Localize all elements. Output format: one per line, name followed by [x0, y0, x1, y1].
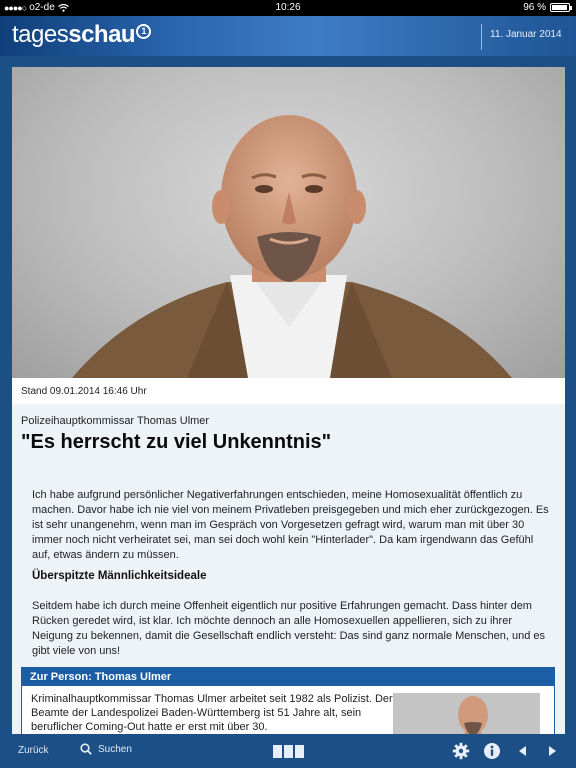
- logo-text-bold: schau: [68, 21, 136, 48]
- page-square: [284, 745, 293, 758]
- header-divider: [481, 24, 482, 50]
- pages-icon[interactable]: [273, 745, 304, 758]
- portrait-thumbnail-image: [393, 693, 540, 734]
- portrait-image: [12, 67, 565, 378]
- page-square: [295, 745, 304, 758]
- signal-strength-icon: ●●●●○: [4, 2, 27, 13]
- clock: 10:26: [275, 2, 301, 13]
- header-date: 11. Januar 2014: [490, 29, 562, 40]
- person-info-text: Kriminalhauptkommissar Thomas Ulmer arbeitet seit 1982 als Polizist. Der Beamte der Landespolizei Baden-Württemberg ist 51 Jahre alt, sein beruflicher Coming-Out hatte er erst mit über 30.: [31, 693, 393, 733]
- battery-percentage: 96 %: [523, 2, 546, 13]
- carrier-name: o2-de: [29, 2, 55, 13]
- article-timestamp: Stand 09.01.2014 16:46 Uhr: [21, 386, 147, 397]
- app-header: [0, 16, 576, 56]
- info-icon[interactable]: [483, 742, 501, 760]
- back-button[interactable]: Zurück: [18, 745, 49, 756]
- ard-logo-icon: 1: [136, 24, 151, 39]
- page-square: [273, 745, 282, 758]
- person-info-box: [21, 667, 555, 734]
- tagesschau-logo[interactable]: [12, 21, 151, 49]
- next-arrow-icon[interactable]: [543, 742, 561, 760]
- search-button[interactable]: [80, 743, 132, 755]
- article-paragraph: Ich habe aufgrund persönlicher Negativerfahrungen entschieden, meine Homosexualität öffentlich zu machen. Davor habe ich nie viel von meinem Privatleben preisgegeben und mich eher zurückgezogen. Es ist sehr unangenehm, wenn man im Gespräch von Vorgesetzen gefragt wird, warum man mit über 30 immer noch nicht verheiratet sei, man sei doch wohl kein "Hinterlader". Da kam irgendwann das Gefühl auf, etwas ändern zu müssen.: [32, 489, 549, 561]
- settings-gear-icon[interactable]: [452, 742, 470, 760]
- person-info-title: Zur Person: Thomas Ulmer: [22, 668, 554, 686]
- article-card: [12, 67, 565, 734]
- status-bar: [0, 0, 576, 16]
- battery-area: [523, 2, 570, 13]
- article-subheading: Überspitzte Männlichkeitsideale: [32, 570, 207, 582]
- battery-icon: [550, 3, 570, 12]
- article-photo[interactable]: [12, 67, 565, 378]
- article-body: [12, 404, 565, 734]
- person-thumbnail[interactable]: [393, 693, 540, 734]
- previous-arrow-icon[interactable]: [514, 742, 532, 760]
- logo-text-regular: tages: [12, 21, 69, 48]
- article-paragraph: Seitdem habe ich durch meine Offenheit eigentlich nur positive Erfahrungen gemacht. Dass hinter dem Rücken geredet wird, ist klar. Ich möchte dennoch an alle Homosexuellen appellieren, sich zu ihrer Neigung zu bekennen, damit die Gesellschaft endlich versteht: Das sind ganz normale Menschen, und es gibt viele von uns!: [32, 600, 546, 657]
- bottom-toolbar: [0, 734, 576, 768]
- article-headline: "Es herrscht zu viel Unkenntnis": [21, 431, 332, 453]
- battery-fill: [552, 5, 567, 10]
- search-icon: [80, 743, 92, 755]
- article-kicker: Polizeihauptkommissar Thomas Ulmer: [21, 415, 210, 427]
- search-label: Suchen: [98, 743, 132, 755]
